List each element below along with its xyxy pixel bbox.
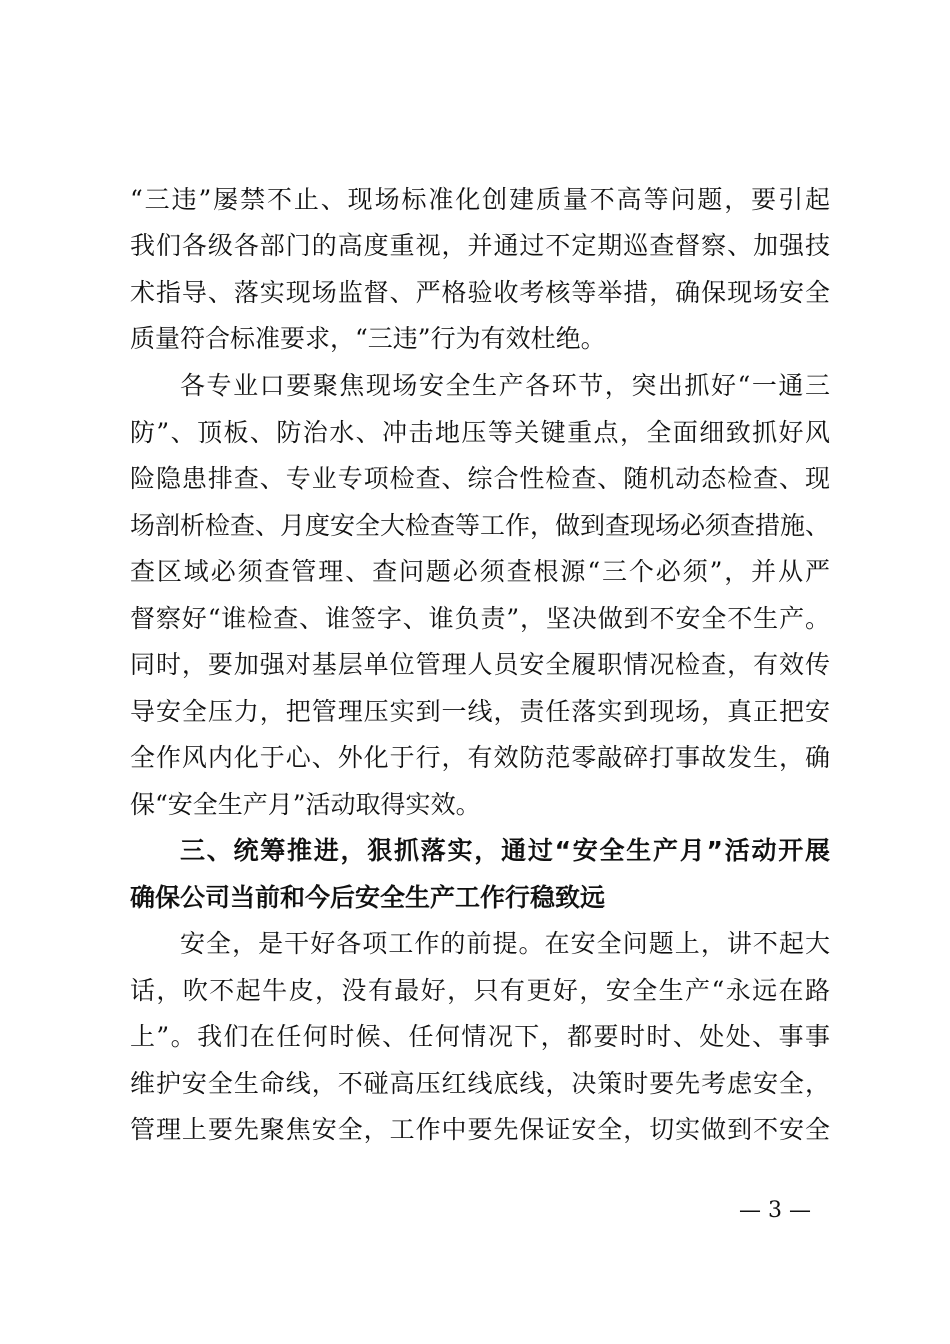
body-line: 防”、顶板、防治水、冲击地压等关键重点，全面细致抓好风 bbox=[130, 418, 830, 447]
body-line: 督察好“谁检查、谁签字、谁负责”，坚决做到不安全不生产。 bbox=[130, 604, 830, 633]
body-line: 险隐患排查、专业专项检查、综合性检查、随机动态检查、现 bbox=[130, 464, 830, 493]
body-line: 术指导、落实现场监督、严格验收考核等举措，确保现场安全 bbox=[130, 278, 830, 307]
body-line: 查区域必须查管理、查问题必须查根源“三个必须”，并从严 bbox=[130, 557, 830, 586]
body-line: 质量符合标准要求，“三违”行为有效杜绝。 bbox=[130, 324, 606, 353]
body-line: 场剖析检查、月度安全大检查等工作，做到查现场必须查措施、 bbox=[130, 511, 831, 540]
section-heading-continued: 确保公司当前和今后安全生产工作行稳致远 bbox=[130, 883, 606, 912]
paragraph-first-line: 各专业口要聚焦现场安全生产各环节，突出抓好“一通三 bbox=[180, 371, 830, 400]
body-line: 同时，要加强对基层单位管理人员安全履职情况检查，有效传 bbox=[130, 650, 830, 679]
body-line: 导安全压力，把管理压实到一线，责任落实到现场，真正把安 bbox=[130, 697, 830, 726]
page-number: — 3 — bbox=[739, 1198, 811, 1223]
body-line: 话，吹不起牛皮，没有最好，只有更好，安全生产“永远在路 bbox=[130, 976, 830, 1005]
body-line: 保“安全生产月”活动取得实效。 bbox=[130, 790, 481, 819]
section-heading: 三、统筹推进，狠抓落实，通过“安全生产月”活动开展 bbox=[180, 836, 830, 865]
body-line: 我们各级各部门的高度重视，并通过不定期巡查督察、加强技 bbox=[130, 231, 830, 260]
body-line: 管理上要先聚焦安全，工作中要先保证安全，切实做到不安全 bbox=[130, 1115, 830, 1144]
body-line: 全作风内化于心、外化于行，有效防范零敲碎打事故发生，确 bbox=[130, 743, 830, 772]
body-line: 上”。我们在任何时候、任何情况下，都要时时、处处、事事 bbox=[130, 1022, 830, 1051]
body-line: “三违”屡禁不止、现场标准化创建质量不高等问题，要引起 bbox=[130, 185, 830, 214]
paragraph-first-line: 安全，是干好各项工作的前提。在安全问题上，讲不起大 bbox=[180, 929, 830, 958]
body-line: 维护安全生命线，不碰高压红线底线，决策时要先考虑安全， bbox=[130, 1069, 830, 1098]
